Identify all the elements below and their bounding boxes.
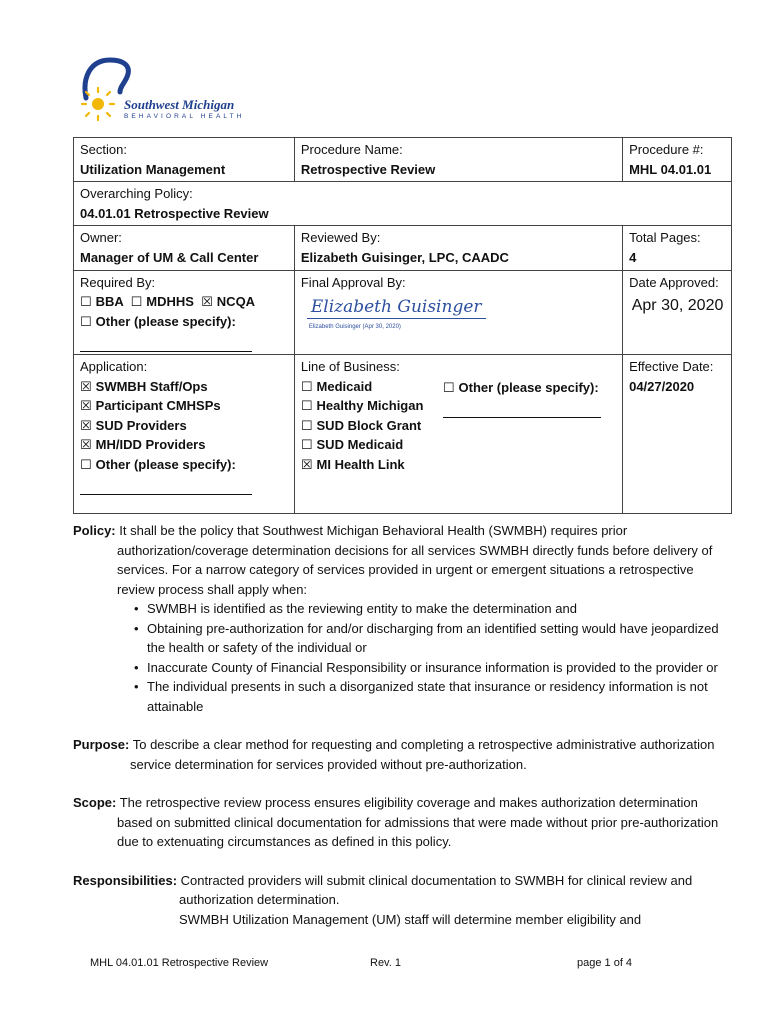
checkbox-mdhhs[interactable]: ☐ (130, 294, 143, 310)
list-item: • The individual presents in such a disorganized state that insurance or residency information is not attainable (134, 679, 708, 714)
total-pages-value: 4 (629, 249, 637, 265)
list-item: • Obtaining pre-authorization for and/or discharging from an identified setting would have jeopardized the health or safety of the individual or (134, 620, 719, 655)
purpose-text: To describe a clear method for requesting and completing a retrospective administrative authorization service determination for services provided without pre-authorization. (130, 737, 715, 772)
application-item-label: Other (please specify): (95, 456, 236, 472)
checkbox-swmbh-staff[interactable]: ☒ (80, 378, 92, 394)
application-other-blank[interactable] (80, 475, 252, 496)
line-of-business-label: Line of Business: (300, 358, 400, 374)
required-bba-label: BBA (95, 294, 124, 310)
checkbox-healthy-michigan[interactable]: ☐ (300, 398, 313, 414)
lob-other-blank[interactable] (443, 398, 601, 419)
section-label: Section: (80, 142, 127, 157)
scope-label: Scope: (73, 795, 117, 810)
application-item-label: SUD Providers (95, 417, 187, 433)
procedure-name-value: Retrospective Review (300, 161, 436, 177)
required-other-blank[interactable] (80, 331, 252, 352)
lob-other-label: Other (please specify): (458, 379, 599, 395)
policy-body (73, 521, 733, 929)
application-item-label: MH/IDD Providers (95, 437, 206, 453)
checkbox-sud-providers[interactable]: ☒ (80, 417, 92, 433)
final-approval-cell (294, 270, 622, 354)
procedure-number-label: Procedure #: (629, 142, 704, 157)
effective-date-value: 04/27/2020 (629, 378, 695, 394)
procedure-name-cell (294, 138, 622, 182)
checkbox-sud-medicaid[interactable]: ☐ (300, 437, 313, 453)
date-approved-cell (623, 270, 732, 354)
required-mdhhs-label: MDHHS (146, 294, 194, 310)
policy-text: It shall be the policy that Southwest Michigan Behavioral Health (SWMBH) requires prior authorization/coverage determination decisions for all services SWMBH directly funds before delivery of services. For a narrow category of services provided in urgent or emergent situations a retrospective review process shall apply when: (117, 523, 713, 597)
application-cell (74, 354, 295, 513)
effective-date-cell (623, 354, 732, 513)
checkbox-ncqa[interactable]: ☒ (201, 294, 213, 310)
procedure-header-table (73, 137, 732, 514)
total-pages-cell (623, 226, 732, 270)
section-value: Utilization Management (80, 161, 226, 177)
reviewed-by-value: Elizabeth Guisinger, LPC, CAADC (300, 249, 509, 265)
final-approval-label: Final Approval By: (300, 274, 406, 290)
purpose-label: Purpose: (73, 737, 130, 752)
responsibilities-section (73, 871, 733, 910)
overarching-policy-cell (74, 182, 732, 226)
line-of-business-cell (294, 354, 622, 513)
date-approved-value: Apr 30, 2020 (631, 297, 724, 315)
lob-item-label: MI Health Link (316, 456, 405, 472)
checkbox-participant-cmhsps[interactable]: ☒ (80, 398, 92, 414)
logo-subtitle: BEHAVIORAL HEALTH (124, 113, 245, 120)
checkbox-medicaid[interactable]: ☐ (300, 378, 313, 394)
scope-section (73, 793, 733, 852)
checkbox-required-other[interactable]: ☐ (80, 313, 92, 329)
effective-date-label: Effective Date: (629, 358, 714, 374)
required-by-label: Required By: (80, 274, 156, 290)
reviewed-by-cell (294, 226, 622, 270)
footer-document: MHL 04.01.01 Retrospective Review (90, 957, 269, 969)
footer-revision: Rev. 1 (370, 957, 401, 969)
lob-item-label: SUD Medicaid (316, 437, 404, 453)
application-label: Application: (80, 358, 148, 374)
lob-item-label: Healthy Michigan (316, 398, 424, 414)
checkbox-sud-block-grant[interactable]: ☐ (300, 417, 313, 433)
checkbox-application-other[interactable]: ☐ (80, 456, 92, 472)
list-item: • SWMBH is identified as the reviewing entity to make the determination and (134, 601, 577, 616)
checkbox-lob-other[interactable]: ☐ (442, 379, 455, 395)
owner-label: Owner: (80, 230, 122, 246)
lob-item-label: Medicaid (316, 378, 373, 394)
signature-caption: Elizabeth Guisinger (Apr 30, 2020) (308, 323, 401, 330)
footer-page-number: page 1 of 4 (577, 957, 633, 969)
date-approved-label: Date Approved: (629, 274, 719, 290)
checkbox-mi-health-link[interactable]: ☒ (300, 456, 313, 472)
owner-value: Manager of UM & Call Center (80, 249, 259, 265)
reviewed-by-label: Reviewed By: (300, 230, 381, 246)
approval-signature: Elizabeth Guisinger (307, 298, 486, 319)
policy-bullets (73, 599, 733, 716)
checkbox-mh-idd-providers[interactable]: ☒ (80, 437, 92, 453)
responsibilities-text-continued: SWMBH Utilization Management (UM) staff will determine member eligibility and (179, 911, 642, 927)
application-item-label: Participant CMHSPs (95, 398, 221, 414)
checkbox-bba[interactable]: ☐ (80, 294, 92, 310)
total-pages-label: Total Pages: (629, 230, 701, 246)
policy-section (73, 521, 733, 599)
overarching-policy-label: Overarching Policy: (80, 186, 193, 202)
section-cell (74, 138, 295, 182)
required-by-cell (74, 270, 295, 354)
policy-label: Policy: (73, 523, 116, 538)
required-ncqa-label: NCQA (216, 294, 256, 310)
list-item: • Inaccurate County of Financial Responsibility or insurance information is provided to the provider or (134, 659, 718, 675)
logo-name: Southwest Michigan (124, 97, 235, 112)
procedure-number-value: MHL 04.01.01 (629, 161, 712, 177)
overarching-policy-value: 04.01.01 Retrospective Review (80, 205, 269, 221)
procedure-number-cell (623, 138, 732, 182)
responsibilities-label: Responsibilities: (73, 872, 178, 888)
purpose-section (73, 735, 733, 774)
scope-text: The retrospective review process ensures eligibility coverage and makes authorization determination based on submitted clinical documentation for admissions that were made without prior pre-authorization due to extenuating circumstances as defined in this policy. (117, 795, 719, 849)
required-other-label: Other (please specify): (95, 313, 236, 329)
application-item-label: SWMBH Staff/Ops (95, 378, 208, 394)
procedure-name-label: Procedure Name: (300, 142, 403, 157)
lob-item-label: SUD Block Grant (316, 417, 422, 433)
owner-cell (74, 226, 295, 270)
responsibilities-text: Contracted providers will submit clinical documentation to SWMBH for clinical review and authorization determination. (179, 872, 693, 907)
